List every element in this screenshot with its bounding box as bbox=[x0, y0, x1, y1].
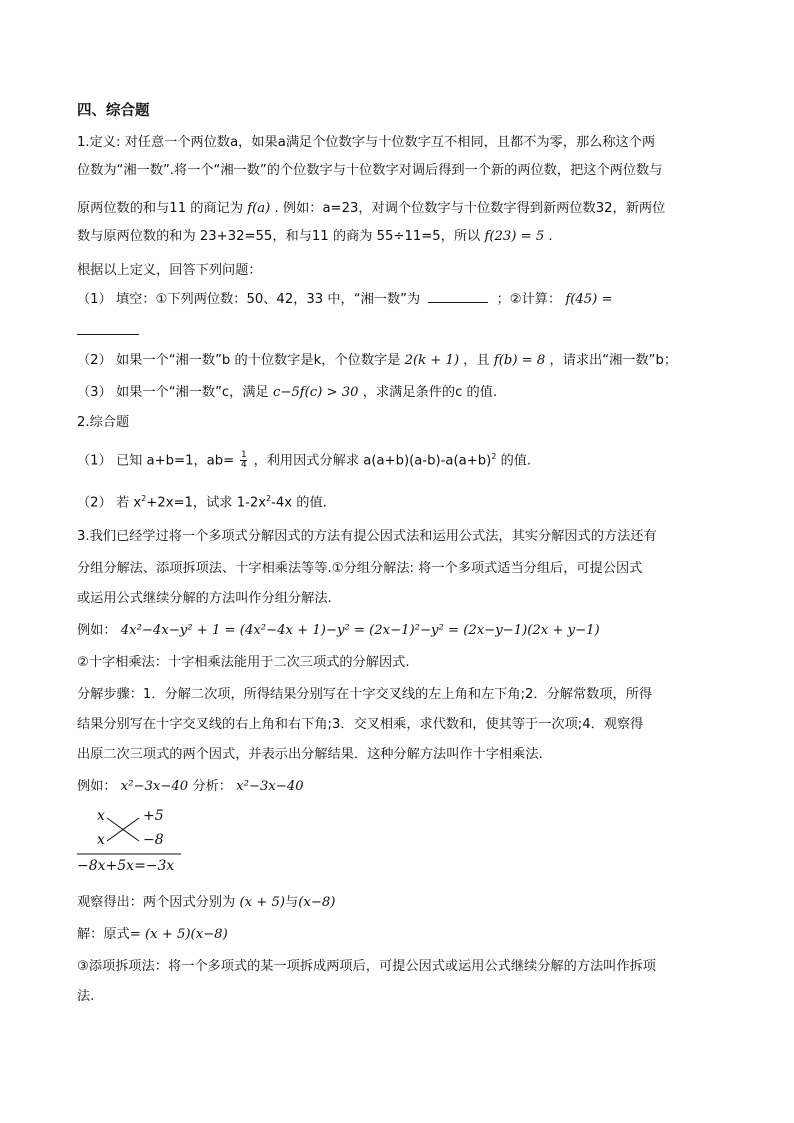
q3-solution-expression: = (x + 5)(x−8) bbox=[129, 927, 228, 942]
q3-solution bbox=[77, 926, 727, 944]
q2-part-2-text-a: （2） 若 x bbox=[77, 495, 142, 511]
cross-bottom-left: x bbox=[97, 832, 105, 848]
q1-part-3-text-a: （3） 如果一个“湘一数”c，满足 bbox=[77, 385, 269, 400]
q2-part-2 bbox=[77, 490, 727, 512]
q2-fraction-numerator: 1 bbox=[240, 449, 247, 460]
q3-line-5: ②十字相乘法：十字相乘法能用于二次三项式的分解因式. bbox=[77, 655, 410, 670]
q3-line-1: 3.我们已经学过将一个多项式分解因式的方法有提公因式法和运用公式法，其实分解因式的方法还有 bbox=[77, 529, 657, 544]
q3-observation bbox=[77, 894, 727, 912]
q3-line-6: 分解步骤：1．分解二次项，所得结果分别写在十字交叉线的左上角和左下角;2．分解常数项，所得 bbox=[77, 687, 653, 702]
q2-part-1-exponent: 2 bbox=[491, 452, 497, 461]
q1-line-4-text-b: . bbox=[548, 229, 553, 244]
q2-part-1-text-c: 的值. bbox=[500, 453, 532, 469]
q1-part-3 bbox=[77, 384, 727, 402]
q1-units-digit-expression: 2(k + 1) bbox=[404, 353, 460, 368]
q3-analysis-label: 分析： bbox=[192, 779, 232, 794]
q1-inequality-expression: c−5f(c) > 30 bbox=[272, 385, 359, 400]
q2-part-2-exponent-1: 2 bbox=[141, 494, 147, 503]
q3-example-2-label: 例如： bbox=[77, 779, 117, 794]
q3-example-1-label: 例如： bbox=[77, 623, 117, 638]
q1-part-2 bbox=[77, 352, 727, 370]
q2-part-1 bbox=[77, 448, 727, 470]
section-title: 四、综合题 bbox=[77, 103, 150, 119]
q1-part-2-text-b: ，且 bbox=[463, 353, 490, 368]
cross-top-right: +5 bbox=[143, 808, 164, 824]
q2-fraction bbox=[240, 451, 247, 470]
q3-example-2 bbox=[77, 778, 727, 796]
q1-line-4 bbox=[77, 228, 727, 246]
q1-f23-expression: f(23) = 5 bbox=[484, 229, 545, 244]
q1-part-1 bbox=[77, 290, 727, 309]
q3-line-3: 或运用公式继续分解的方法叫作分组分解法. bbox=[77, 591, 332, 606]
q1-fb-expression: f(b) = 8 bbox=[493, 353, 546, 368]
q1-line-4-text-a: 数与原两位数的和为 23+32=55，和与11 的商为 55÷11=5，所以 bbox=[77, 229, 481, 244]
q3-observation-text-a: 观察得出：两个因式分别为 bbox=[77, 895, 236, 910]
q1-line-5: 根据以上定义，回答下列问题： bbox=[77, 263, 262, 278]
q1-line-3-text-a: 原两位数的和与11 的商记为 bbox=[77, 201, 244, 216]
cross-bottom-right: −8 bbox=[143, 832, 164, 848]
q3-factor-2: (x−8) bbox=[298, 895, 336, 910]
cross-multiplication-diagram bbox=[77, 808, 187, 878]
q3-factor-1: (x + 5) bbox=[239, 895, 286, 910]
q3-solution-label: 解：原式 bbox=[77, 927, 130, 942]
q2-part-1-text-b: ，利用因式分解求 a(a+b)(a-b)-a(a+b) bbox=[253, 453, 492, 469]
q1-answer-blank-1[interactable] bbox=[428, 290, 488, 303]
q1-line-3 bbox=[77, 200, 727, 218]
q1-answer-blank-2[interactable] bbox=[77, 322, 139, 335]
q1-part-1-text-a: （1） 填空：①下列两位数：50、42，33 中，“湘一数”为 bbox=[77, 292, 421, 307]
q1-part-2-text-c: ，请求出“湘一数”b； bbox=[549, 353, 678, 368]
q3-example-2-expression: x²−3x−40 bbox=[120, 779, 189, 794]
q1-line-2: 位数为“湘一数”.将一个“湘一数”的个位数字与十位数字对调后得到一个新的两位数，把这个两位数与 bbox=[77, 163, 663, 178]
q3-analysis-expression: x²−3x−40 bbox=[236, 779, 304, 794]
q2-part-2-text-c: -4x 的值. bbox=[271, 495, 327, 511]
q1-fa-expression: f(a) bbox=[247, 201, 271, 216]
q1-line-3-text-b: . 例如：a=23，对调个位数字与十位数字得到新两位数32，新两位 bbox=[274, 201, 666, 216]
q2-fraction-denominator: 4 bbox=[240, 459, 247, 470]
q3-example-1 bbox=[77, 622, 727, 640]
q3-line-2: 分组分解法、添项拆项法、十字相乘法等等.①分组分解法: 将一个多项式适当分组后，可提公因式 bbox=[77, 561, 643, 576]
q1-answer-line-2 bbox=[77, 322, 727, 341]
q3-line-12: ③添项拆项法：将一个多项式的某一项拆成两项后，可提公因式或运用公式继续分解的方法叫作拆项 bbox=[77, 959, 656, 974]
q1-f45-expression: f(45) = bbox=[565, 292, 613, 307]
q1-part-3-text-b: ，求满足条件的c 的值. bbox=[362, 385, 498, 400]
q2-title: 2.综合题 bbox=[77, 415, 130, 430]
cross-top-left: x bbox=[97, 808, 105, 824]
q2-part-1-text-a: （1） 已知 a+b=1，ab= bbox=[77, 453, 235, 469]
q1-part-2-text-a: （2） 如果一个“湘一数”b 的十位数字是k，个位数字是 bbox=[77, 353, 401, 368]
q3-grouping-expression: 4x²−4x−y² + 1 = (4x²−4x + 1)−y² = (2x−1)²−y² = (2x−y−1)(2x + y−1) bbox=[120, 623, 600, 638]
cross-result: −8x+5x=−3x bbox=[77, 858, 175, 874]
q3-line-13: 法. bbox=[77, 989, 95, 1004]
q1-part-1-text-b: ；②计算： bbox=[496, 292, 562, 307]
q2-part-2-text-b: +2x=1，试求 1-2x bbox=[146, 495, 267, 511]
q1-line-1: 1.定义: 对任意一个两位数a，如果a满足个位数字与十位数字互不相同，且都不为零，那么称这个两 bbox=[77, 135, 656, 150]
q3-line-8: 出原二次三项式的两个因式，并表示出分解结果．这种分解方法叫作十字相乘法. bbox=[77, 747, 543, 762]
q3-observation-text-b: 与 bbox=[285, 895, 299, 910]
q3-line-7: 结果分别写在十字交叉线的右上角和右下角;3．交叉相乘，求代数和，使其等于一次项;4．观察得 bbox=[77, 717, 644, 732]
q2-part-2-exponent-2: 2 bbox=[266, 494, 272, 503]
